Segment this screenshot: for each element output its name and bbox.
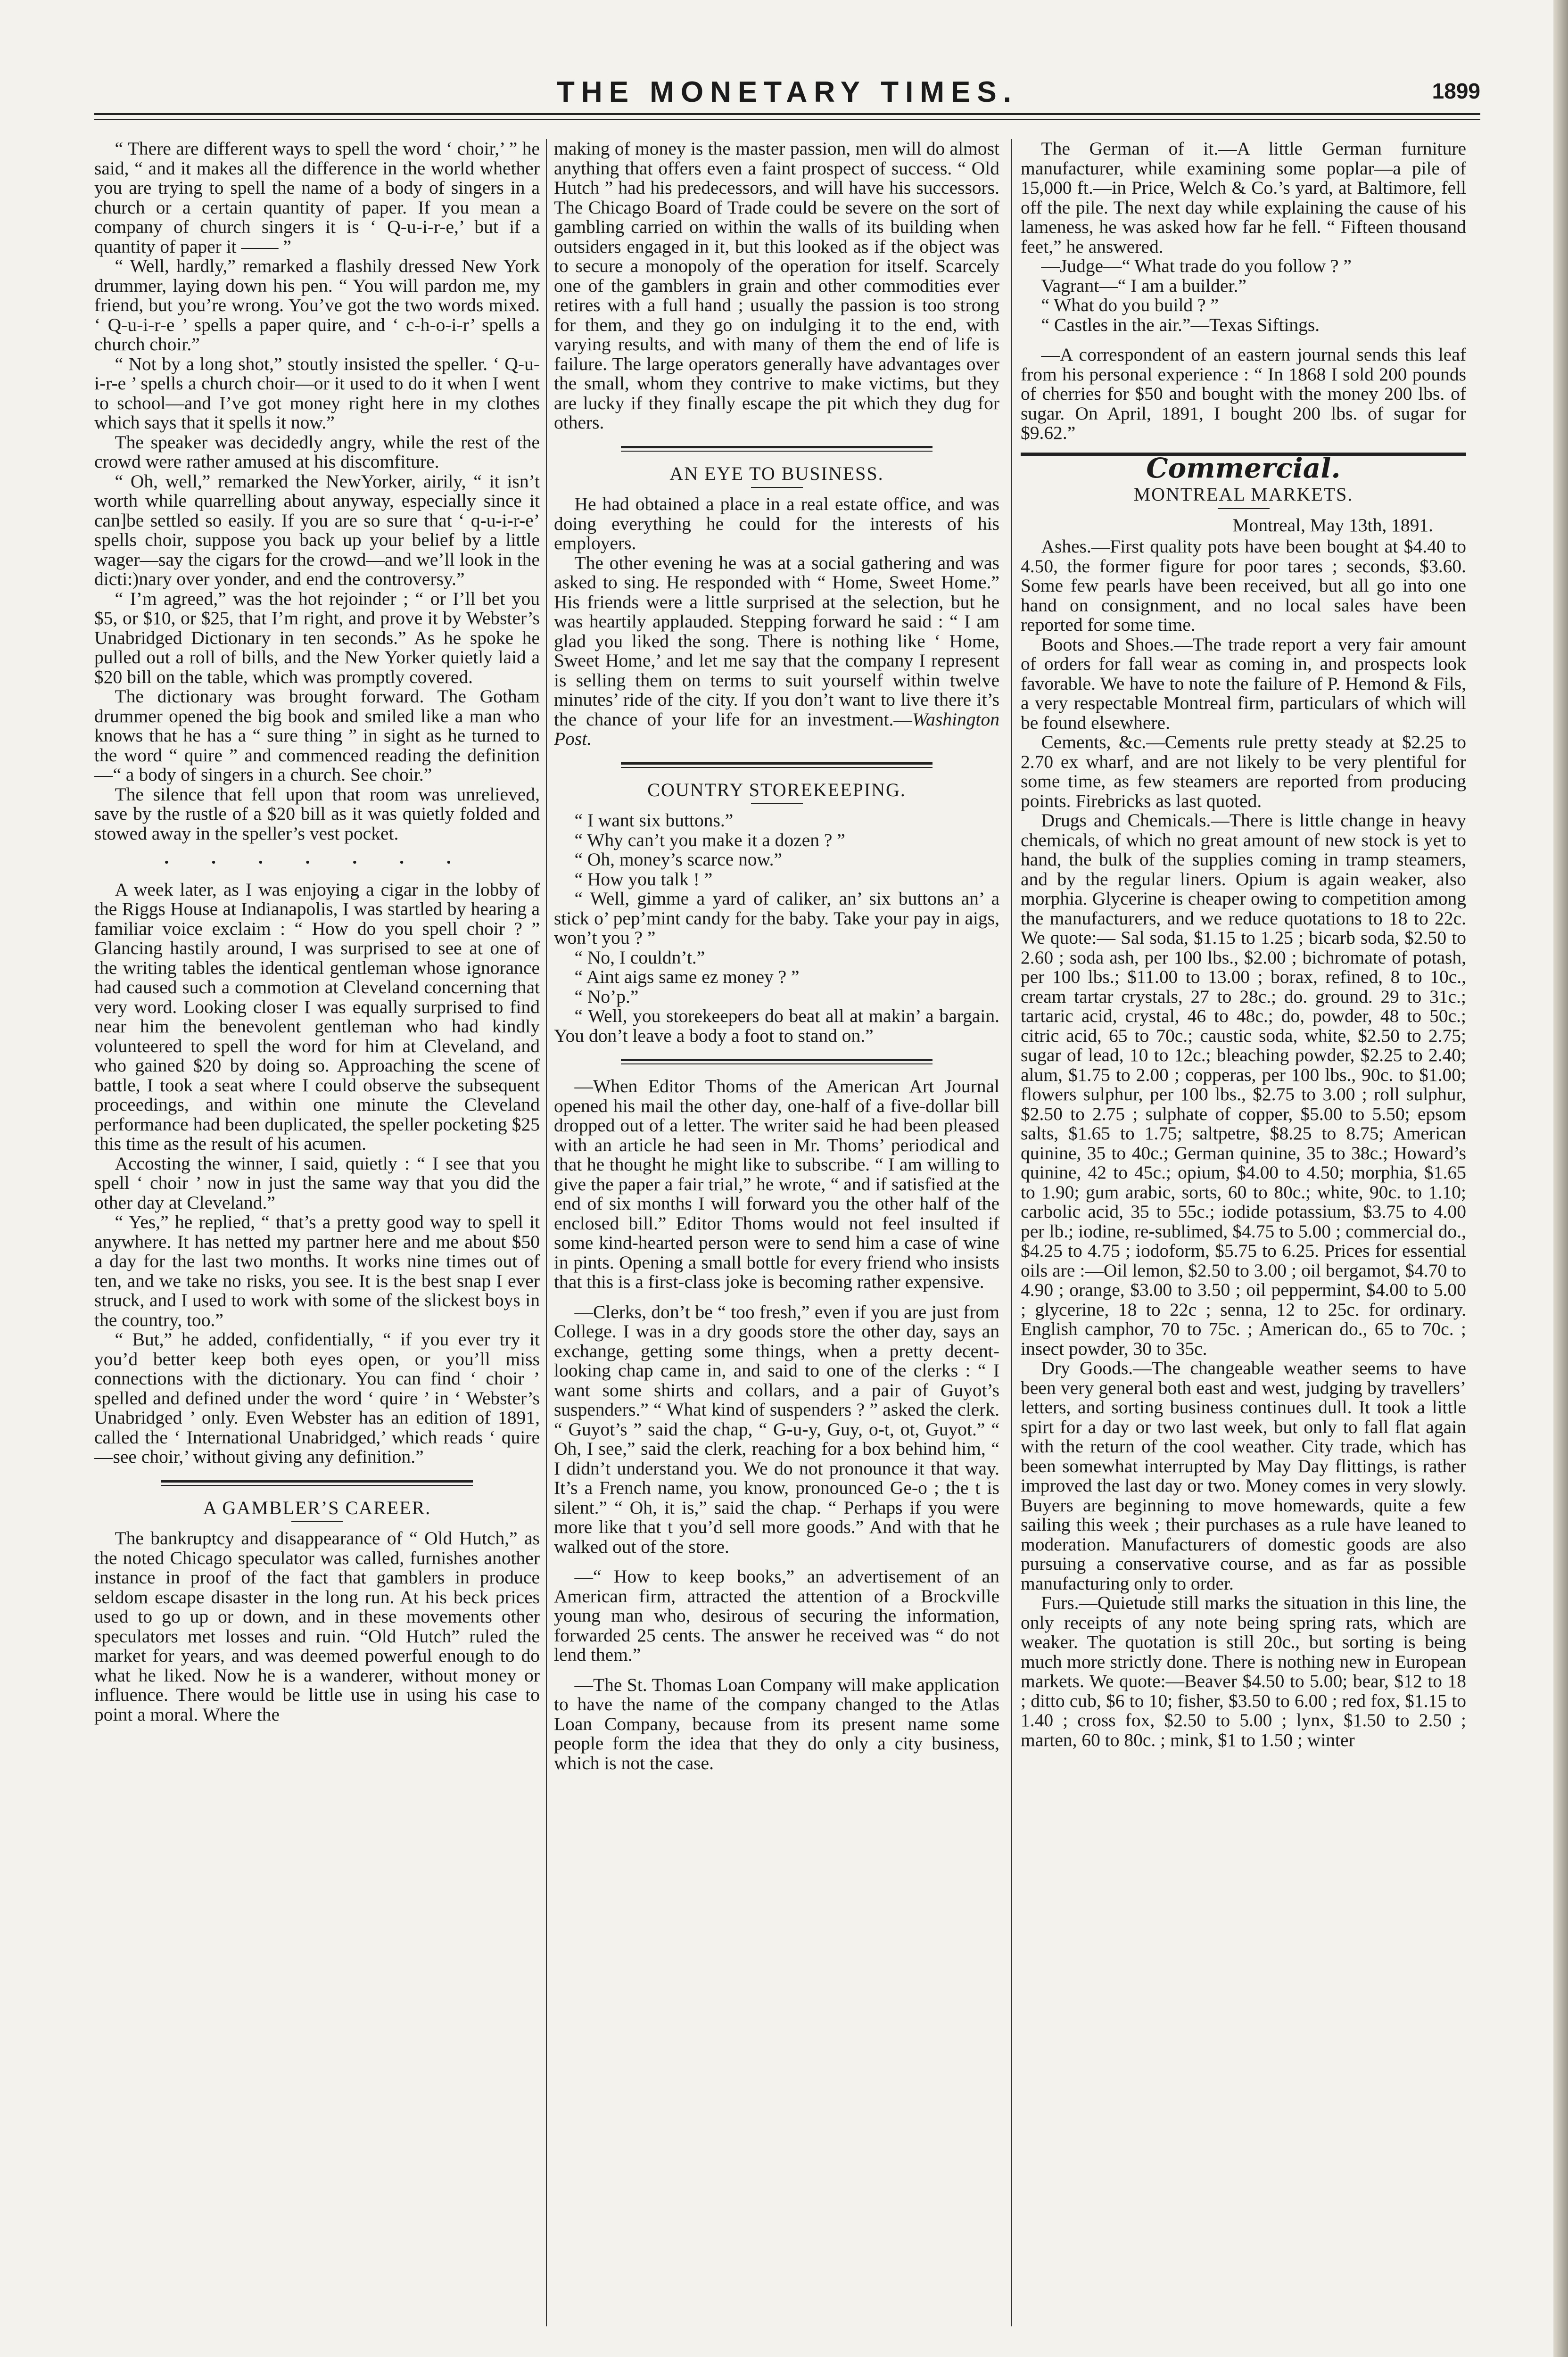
- header-rule: [94, 113, 1480, 115]
- heading-rule: [751, 803, 803, 804]
- article-separator: [621, 1059, 933, 1064]
- market-report: Furs.—Quietude still marks the situation in this line, the only receipts of any note being spring rats, which are weaker. The quotation is still 20c., but sorting is being much more strictly done. There is nothing new in European markets. We quote:—Beaver $4.50 to 5.00; bear, $12 to 18 ; ditto cub, $6 to 10; fisher, $3.50 to 6.00 ; red fox, $1.15 to 1.40 ; cross fox, $2.50 to 5.00 ; lynx, $1.50 to 2.50 ; marten, 60 to 80c. ; mink, $1 to 1.50 ; winter: [1021, 1592, 1466, 1750]
- article-paragraph: “ I’m agreed,” was the hot rejoinder ; “ or I’ll bet you $5, or $10, or $25, that I’m right, and prove it by Webster’s Unabridged Dictionary in ten seconds.” As he spoke he pulled out a roll of bills, and the New Yorker quietly laid a $20 bill on the table, which was promptly covered.: [94, 588, 540, 687]
- heading-rule: [291, 1521, 343, 1522]
- article-paragraph: Accosting the winner, I said, quietly : “ I see that you spell ‘ choir ’ now in just the same way that you did the other day at Cleveland.”: [94, 1153, 540, 1213]
- page-edge-shadow: [1553, 0, 1568, 2357]
- market-report: Boots and Shoes.—The trade report a very fair amount of orders for fall wear as coming in, and prospects look favorable. We have to note the failure of P. Hemond & Fils, a very respectable Montreal firm, particulars of which will be found elsewhere.: [1021, 634, 1466, 733]
- news-item: —“ How to keep books,” an advertisement of an American firm, attracted the attention of a Brockville young man who, desirous of securing the information, forwarded 25 cents. The answer he received was “ do not lend them.”: [554, 1566, 999, 1665]
- article-heading: COUNTRY STOREKEEPING.: [647, 779, 906, 800]
- article-paragraph: The silence that fell upon that room was unrelieved, save by the rustle of a $20 bill as it was quietly folded and stowed away in the speller’s vest pocket.: [94, 783, 540, 844]
- dateline: Montreal, May 13th, 1891.: [1232, 514, 1433, 536]
- dialogue-line: “ How you talk ! ”: [574, 868, 713, 890]
- page-number: 1899: [1432, 79, 1480, 103]
- header-rule-thin: [94, 119, 1480, 120]
- article-paragraph: The speaker was decidedly angry, while the rest of the crowd were rather amused at his discomfiture.: [94, 431, 540, 472]
- news-item: The German of it.—A little German furniture manufacturer, while examining some poplar—a pile of 15,000 ft.—in Price, Welch & Co.’s yard, at Baltimore, fell off the pile. The next day while explaining the cause of his lameness, he was asked how far he fell. “ Fifteen thousand feet,” he answered.: [1021, 139, 1466, 257]
- news-item: —The St. Thomas Loan Company will make application to have the name of the company changed to the Atlas Loan Company, because from its present name some people form the idea that they do only a city business, which is not the case.: [554, 1674, 999, 1773]
- market-report: Drugs and Chemicals.—There is little change in heavy chemicals, of which no great amount of new stock is yet to hand, the bulk of the supplies coming in tramp steamers, and by the regular liners. Opium is again weaker, also morphia. Glycerine is cheaper owing to competition among the manufacturers, and we reduce quotations to 18 to 22c. We quote:— Sal soda, $1.15 to 1.25 ; bicarb soda, $2.50 to 2.60 ; soda ash, per 100 lbs., $2.00 ; bichromate of potash, per 100 lbs.; $11.00 to 13.00 ; borax, refined, 8 to 10c., cream tartar crystals, 27 to 28c.; do. ground. 29 to 31c.; tartaric acid, crystal, 46 to 48c.; do, powder, 48 to 50c.; citric acid, 65 to 70c.; caustic soda, white, $2.50 to 2.75; sugar of lead, 10 to 12c.; bleaching powder, $2.25 to 2.40; alum, $1.75 to 2.00 ; copperas, per 100 lbs., 90c. to $1.00; flowers sulphur, per 100 lbs., $2.75 to 3.00 ; roll sulphur, $2.50 to 2.75 ; sulphate of copper, $5.00 to 5.50; epsom salts, $1.65 to 1.75; saltpetre, $8.25 to 8.75; American quinine, 35 to 40c.; German quinine, 35 to 38c.; Howard’s quinine, 42 to 45c.; opium, $4.00 to 4.50; morphia, $1.65 to 1.90; gum arabic, sorts, 60 to 80c.; white, 90c. to 1.10; carbolic acid, 35 to 55c.; iodide potassium, $3.75 to 4.00 per lb.; iodine, re-sublimed, $4.75 to 5.00 ; commercial do., $4.25 to 4.75 ; iodoform, $5.75 to 6.25. Prices for essential oils are :—Oil lemon, $2.50 to 3.00 ; oil bergamot, $4.70 to 4.90 ; orange, $3.00 to 3.50 ; oil peppermint, $4.00 to 5.00 ; glycerine, 18 to 22c ; senna, 12 to 25c. for ordinary. English camphor, 70 to 75c. ; American do., 65 to 70c. ; insect powder, 30 to 35c.: [1021, 810, 1466, 1359]
- market-report: Dry Goods.—The changeable weather seems to have been very general both east and west, judging by travellers’ letters, and sorting business continues dull. It took a little spirt for a day or two last week, but only to fall flat again with the return of the cool weather. City trade, which has been somewhat interrupted by May Day flittings, is rather improved the last day or two. Money comes in very slowly. Buyers are beginning to move homewards, quite a few sailing this week ; their purchases as a rule have leaned to moderation. Manufacturers of domestic goods are also pursuing a conservative course, and as far as possible manufacturing only to order.: [1021, 1358, 1466, 1594]
- article-paragraph: “ Yes,” he replied, “ that’s a pretty good way to spell it anywhere. It has netted my partner here and me about $50 a day for the last two months. It works nine times out of ten, and we take no risks, you see. It is the best snap I ever struck, and I used to work with some of the slickest boys in the country, too.”: [94, 1211, 540, 1330]
- article-paragraph: “ But,” he added, confidentially, “ if you ever try it you’d better keep both eyes open, or you’ll miss connections with the dictionary. You can find ‘ choir ’ spelled and defined under the word ‘ quire ’ in ‘ Webster’s Unabridged ’ only. Even Webster has an edition of 1891, called the ‘ International Unabridged,’ which reads ‘ quire—see choir,’ without giving any definition.”: [94, 1329, 540, 1467]
- publication-title: THE MONETARY TIMES.: [557, 76, 1018, 108]
- dialogue-line: “ Oh, money’s scarce now.”: [574, 849, 782, 870]
- article-paragraph: “ Not by a long shot,” stoutly insisted the speller. ‘ Q-u-i-r-e ’ spells a church choir—or it used to do it when I went to school—and I’ve got money right here in my clothes which says that it spells it now.”: [94, 353, 540, 433]
- dialogue-line: “ No, I couldn’t.”: [574, 947, 705, 968]
- market-report: Cements, &c.—Cements rule pretty steady at $2.25 to 2.70 ex wharf, and are not likely to be very plentiful for some time, as few steamers are reported from producing points. Firebricks as last quoted.: [1021, 732, 1466, 811]
- market-report: Ashes.—First quality pots have been bought at $4.40 to 4.50, the former figure for poor tares ; seconds, $3.60. Some few pearls have been received, but all go into one hand on consignment, and no local sales have been reported for some time.: [1021, 536, 1466, 635]
- dialogue-line: “ No’p.”: [574, 986, 639, 1007]
- dialogue-line: Vagrant—“ I am a builder.”: [1041, 275, 1246, 296]
- dialogue-line: “ Castles in the air.”—Texas Siftings.: [1041, 314, 1320, 335]
- column-3: [1021, 139, 1466, 2336]
- dialogue-line: “ What do you build ? ”: [1041, 295, 1219, 315]
- dialogue-line: “ Well, gimme a yard of caliker, an’ six buttons an’ a stick o’ pep’mint candy for the baby. Take your pay in aigs, won’t you ? ”: [554, 888, 999, 948]
- column-2: [554, 139, 999, 2336]
- article-text: The other evening he was at a social gathering and was asked to sing. He responded with “ Home, Sweet Home.” His friends were a little surprised at the selection, but he was heartily applauded. Stepping forward he said : “ I am glad you liked the song. There is nothing like ‘ Home, Sweet Home,’ and let me say that the company I represent is selling them on terms to suit yourself within twelve minutes’ ride of the city. If you don’t want to live there it’s the chance of your life for an investment.—: [554, 552, 999, 730]
- heading-rule: [1218, 508, 1270, 509]
- article-heading: MONTREAL MARKETS.: [1133, 484, 1353, 505]
- article-separator: [621, 446, 933, 452]
- article-paragraph: “ There are different ways to spell the word ‘ choir,’ ” he said, “ and it makes all the difference in the world whether you are trying to spell the name of a body of singers in a church or a certain quantity of paper. If you mean a company of church singers it is ‘ Q-u-i-r-e,’ but if a quantity of paper it —— ”: [94, 139, 540, 257]
- article-paragraph: “ Oh, well,” remarked the NewYorker, airily, “ it isn’t worth while quarrelling about anyway, especially since it can]be settled so easily. If you are so sure that ‘ q-u-i-r-e’ spells choir, suppose you back up your belief by a little wager—say the cigars for the crowd—and we’ll look in the dicti:)nary over yonder, and end the controversy.”: [94, 470, 540, 589]
- article-paragraph: “ Well, hardly,” remarked a flashily dressed New York drummer, laying down his pen. “ You will pardon me, my friend, but you’re wrong. You’ve got the two words mixed. ‘ Q-u-i-r-e ’ spells a paper quire, and ‘ c-h-o-i-r’ spells a church choir.”: [94, 255, 540, 354]
- section-break-dots: . . . . . . .: [164, 847, 470, 868]
- dialogue-line: “ Aint aigs same ez money ? ”: [574, 966, 800, 987]
- masthead: [94, 75, 1480, 108]
- source-credit: Washington Post.: [554, 709, 999, 749]
- news-item: —A correspondent of an eastern journal sends this leaf from his personal experience : “ In 1868 I sold 200 pounds of cherries for $50 and bought with the money 200 lbs. of sugar. On April, 1891, I bought 200 lbs. of sugar for $9.62.”: [1021, 344, 1466, 443]
- article-separator: [161, 1480, 473, 1486]
- article-paragraph-continued: making of money is the master passion, men will do almost anything that offers even a faint prospect of success. “ Old Hutch ” had his predecessors, and will have his successors. The Chicago Board of Trade could be severe on the sort of gambling carried on within the walls of its building when outsiders engaged in it, but this looked as if the object was to secure a monopoly of the operation for itself. Scarcely one of the gamblers in grain and other commodities ever retires with a full hand ; usually the passion is too strong for them, and they go on indulging it to the end, with varying results, and with many of them the end of life is failure. The large operators generally have advantages over the small, whom they contrive to make victims, but they are lucky if they finally escape the pit which they dug for others.: [554, 139, 999, 433]
- article-paragraph: A week later, as I was enjoying a cigar in the lobby of the Riggs House at Indianapolis, I was startled by hearing a familiar voice exclaim : “ How do you spell choir ? ” Glancing hastily around, I was surprised to see at one of the writing tables the identical gentleman whose ignorance had caused such a commotion at Cleveland concerning that very word. Looking closer I was equally surprised to find near him the benevolent gentleman who had kindly volunteered to spell the word for him at Cleveland, and who gained $20 by doing so. Approaching the scene of battle, I took a seat where I could observe the subsequent proceedings, and within one minute the Cleveland performance had been duplicated, the speller pocketing $25 this time as the result of his acumen.: [94, 879, 540, 1154]
- dialogue-line: —Judge—“ What trade do you follow ? ”: [1041, 255, 1352, 276]
- column-1: [94, 139, 540, 2336]
- column-divider: [546, 139, 547, 2326]
- heading-rule: [751, 487, 803, 488]
- news-item: —When Editor Thoms of the American Art Journal opened his mail the other day, one-half of a five-dollar bill dropped out of a letter. The writer said he had been pleased with an article he had seen in Mr. Thoms’ periodical and that he thought he might like to subscribe. “ I am willing to give the paper a fair trial,” he wrote, “ and if satisfied at the end of six months I will forward you the other half of the enclosed bill.” Editor Thoms would not feel insulted if some kind-hearted person were to send him a case of wine in pints. Opening a small bottle for every friend who insists that this is a first-class joke is becoming rather expensive.: [554, 1076, 999, 1292]
- column-divider: [1011, 139, 1012, 2326]
- article-heading: A GAMBLER’S CAREER.: [203, 1497, 431, 1518]
- article-paragraph: He had obtained a place in a real estate office, and was doing everything he could for the interests of his employers.: [554, 494, 999, 553]
- dialogue-line: “ Well, you storekeepers do beat all at makin’ a bargain. You don’t leave a body a foot to stand on.”: [554, 1005, 999, 1046]
- section-title: Commercial.: [1146, 452, 1341, 484]
- article-separator: [621, 762, 933, 768]
- news-item: —Clerks, don’t be “ too fresh,” even if you are just from College. I was in a dry goods store the other day, says an exchange, getting some things, when a pretty decent-looking chap came in, and said to one of the clerks : “ I want some shirts and collars, and a pair of Guyot’s suspenders.” “ What kind of suspenders ? ” asked the clerk. “ Guyot’s ” said the chap, “ G-u-y, Guy, o-t, ot, Guyot.” “ Oh, I see,” said the clerk, reaching for a box behind him, “ I didn’t understand you. We do not pronounce it that way. It’s a French name, you know, pronounced Ge-o ; the t is silent.” “ Oh, it is,” said the chap. “ Perhaps if you were more like that t you’d sell more goods.” And with that he walked out of the store.: [554, 1301, 999, 1557]
- article-paragraph: [554, 553, 999, 749]
- article-paragraph: The dictionary was brought forward. The Gotham drummer opened the big book and smiled like a man who knows that he has a “ sure thing ” in sight as he turned to the word “ quire ” and commenced reading the definition—“ a body of singers in a church. See choir.”: [94, 686, 540, 785]
- article-heading: AN EYE TO BUSINESS.: [669, 462, 884, 484]
- article-paragraph: The bankruptcy and disappearance of “ Old Hutch,” as the noted Chicago speculator was called, furnishes another instance in proof of the fact that gamblers in produce seldom escape disaster in the long run. At his beck prices used to go up or down, and in these movements other speculators met losses and ruin. “Old Hutch” ruled the market for years, and was deemed powerful enough to do what he liked. Now he is a wanderer, without money or influence. There would be little use in using his case to point a moral. Where the: [94, 1528, 540, 1725]
- dialogue-line: “ Why can’t you make it a dozen ? ”: [574, 829, 845, 850]
- dialogue-line: “ I want six buttons.”: [574, 810, 734, 831]
